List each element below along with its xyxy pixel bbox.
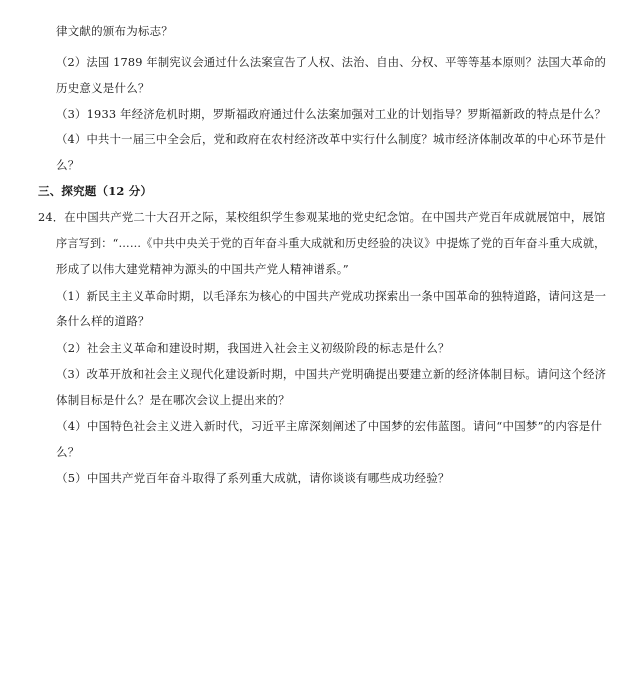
section-heading: 三、探究题（12 分） (38, 184, 153, 198)
question-24-2: （2）社会主义革命和建设时期，我国进入社会主义初级阶段的标志是什么？ (56, 341, 450, 355)
question-24-1-line-2: 条什么样的道路？ (56, 314, 150, 328)
question-24-4-line-2: 么？ (56, 445, 80, 459)
prev-question-4-line-2: 么？ (56, 158, 80, 172)
prev-question-4-line-1: （4）中共十一届三中全会后，党和政府在农村经济改革中实行什么制度？城市经济体制改革的中心环节是什 (56, 132, 607, 146)
question-24-5: （5）中国共产党百年奋斗取得了系列重大成就，请你谈谈有哪些成功经验？ (56, 471, 450, 485)
question-24-line-3: 形成了以伟大建党精神为源头的中国共产党人精神谱系。” (56, 262, 349, 276)
question-24-line-2: 序言写到：“……《中共中央关于党的百年奋斗重大成就和历史经验的决议》中提炼了党的百年奋斗重大成就， (56, 236, 606, 250)
question-24-1-line-1: （1）新民主主义革命时期，以毛泽东为核心的中国共产党成功探索出一条中国革命的独特道路，请问这是一 (56, 289, 607, 303)
prev-question-3: （3）1933 年经济危机时期，罗斯福政府通过什么法案加强对工业的计划指导？罗斯福新政的特点是什么？ (56, 107, 607, 121)
prev-question-2-line-1: （2）法国 1789 年制宪议会通过什么法案宣告了人权、法治、自由、分权、平等等基本原则？法国大革命的 (56, 55, 607, 69)
question-24-4-line-1: （4）中国特色社会主义进入新时代，习近平主席深刻阐述了中国梦的宏伟蓝图。请问“中国梦”的内容是什 (56, 419, 603, 433)
prev-question-2-line-2: 历史意义是什么？ (56, 81, 150, 95)
question-24-3-line-2: 体制目标是什么？是在哪次会议上提出来的？ (56, 393, 290, 407)
question-24-line-1: 24．在中国共产党二十大召开之际，某校组织学生参观某地的党史纪念馆。在中国共产党百年成就展馆中，展馆 (38, 210, 606, 224)
prev-question-tail: 律文献的颁布为标志？ (56, 24, 173, 38)
question-24-3-line-1: （3）改革开放和社会主义现代化建设新时期，中国共产党明确提出要建立新的经济体制目标。请问这个经济 (56, 367, 607, 381)
